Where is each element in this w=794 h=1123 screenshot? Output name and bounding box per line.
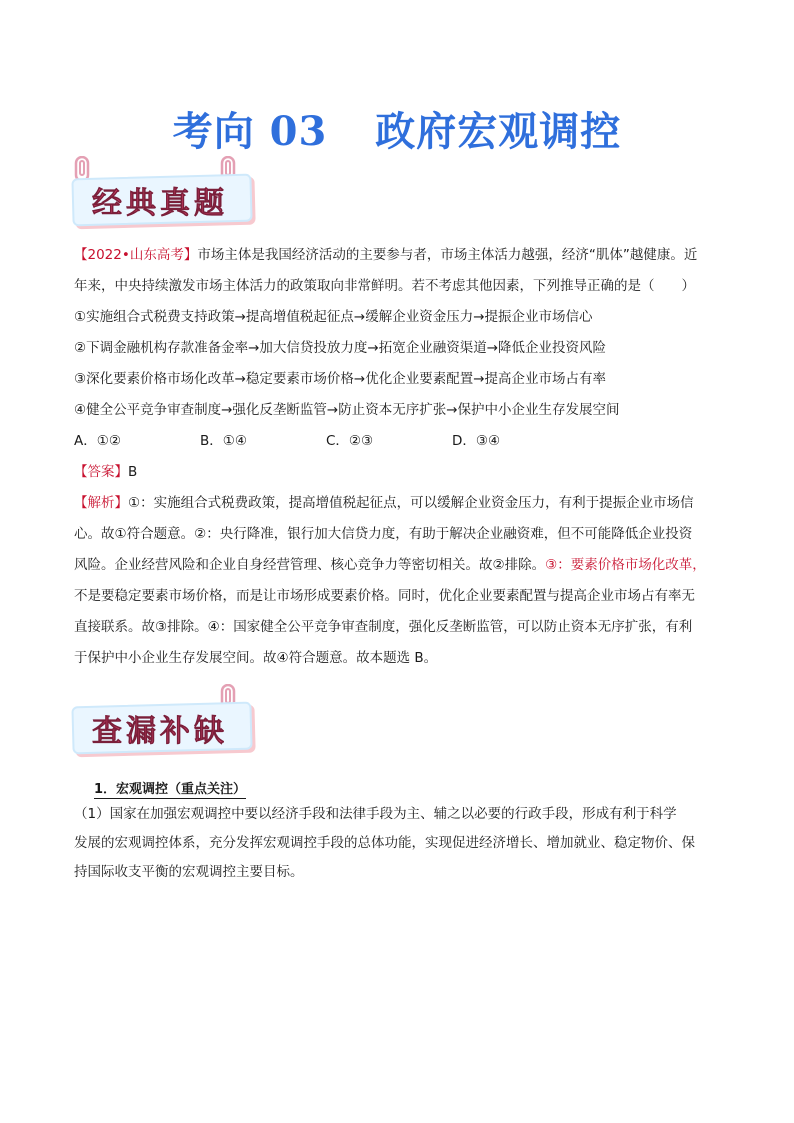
section-line1: （1）国家在加强宏观调控中要以经济手段和法律手段为主、辅之以必要的行政手段，形成有利于科学 <box>74 806 677 822</box>
page-title <box>0 100 794 157</box>
option-item-1: ①实施组合式税费支持政策→提高增值税起征点→缓解企业资金压力→提振企业市场信心 <box>74 309 593 325</box>
option-item-3: ③深化要素价格市场化改革→稳定要素市场价格→优化企业要素配置→提高企业市场占有率 <box>74 371 607 387</box>
banner-label: 经典真题 <box>92 186 228 221</box>
banner-label: 查漏补缺 <box>92 714 228 749</box>
answer-line <box>74 457 724 488</box>
analysis-label: 【解析】 <box>74 495 128 511</box>
question-block <box>74 240 724 674</box>
question-source: 【2022•山东高考】 <box>74 247 198 263</box>
question-stem-line1: 【2022•山东高考】市场主体是我国经济活动的主要参与者，市场主体活力越强，经济“肌体”越健康。近 <box>74 247 698 263</box>
section-body <box>74 800 724 887</box>
section-heading: 1．宏观调控（重点关注） <box>94 778 246 799</box>
answer-label: 【答案】 <box>74 464 128 480</box>
analysis-line4: 不是要稳定要素市场价格，而是让市场形成要素价格。同时，优化企业要素配置与提高企业市场占有率无 <box>74 588 695 604</box>
section-line3: 持国际收支平衡的宏观调控主要目标。 <box>74 864 304 880</box>
analysis-line2: 心。故①符合题意。②：央行降准，银行加大信贷力度，有助于解决企业融资难，但不可能降低企业投资 <box>74 526 693 542</box>
section-line2: 发展的宏观调控体系，充分发挥宏观调控手段的总体功能，实现促进经济增长、增加就业、稳定物价、保 <box>74 835 695 851</box>
choice-c: C．②③ <box>326 433 374 449</box>
choice-d: D．③④ <box>452 433 501 449</box>
title-part1: 考向 03 <box>172 108 328 155</box>
analysis-line1: 【解析】①：实施组合式税费政策，提高增值税起征点，可以缓解企业资金压力，有利于提振企业市场信 <box>74 495 694 511</box>
option-item-4: ④健全公平竞争审查制度→强化反垄断监管→防止资本无序扩张→保护中小企业生存发展空间 <box>74 402 620 418</box>
section-banner-review <box>68 698 254 754</box>
answer-choices <box>74 426 724 457</box>
choice-a: A．①② <box>74 433 121 449</box>
analysis-line6: 于保护中小企业生存发展空间。故④符合题意。故本题选 B。 <box>74 650 438 666</box>
choice-b: B．①④ <box>200 433 247 449</box>
analysis-line3: 风险。企业经营风险和企业自身经营管理、核心竞争力等密切相关。故②排除。③：要素价格市场化改革， <box>74 557 706 573</box>
option-item-2: ②下调金融机构存款准备金率→加大信贷投放力度→拓宽企业融资渠道→降低企业投资风险 <box>74 340 607 356</box>
question-stem-line2: 年来，中央持续激发市场主体活力的政策取向非常鲜明。若不考虑其他因素，下列推导正确的是（ ） <box>74 278 695 294</box>
answer-value: B <box>128 464 138 480</box>
section-banner-classic <box>68 170 254 226</box>
analysis-line5: 直接联系。故③排除。④：国家健全公平竞争审查制度，强化反垄断监管，可以防止资本无序扩张，有利 <box>74 619 693 635</box>
title-part2: 政府宏观调控 <box>375 108 622 155</box>
